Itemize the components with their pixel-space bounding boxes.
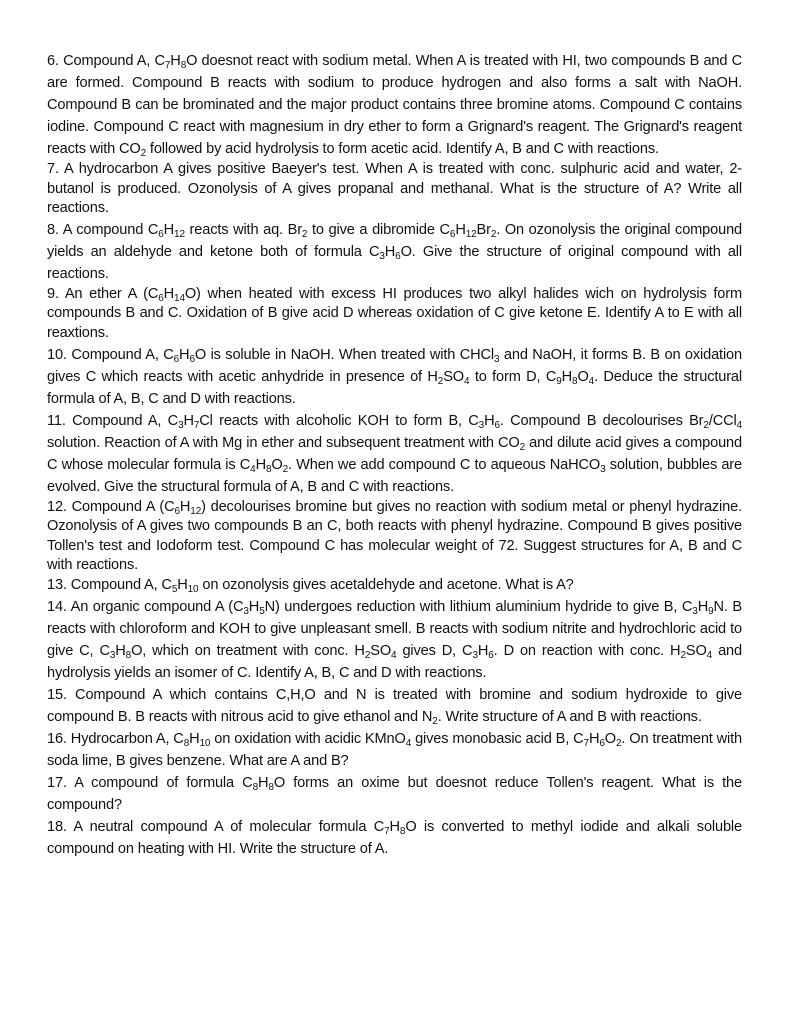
question-6 (47, 50, 742, 160)
question-text: 16. Hydrocarbon A, C (47, 730, 184, 747)
question-text: and hydrolysis yields an isomer of C. Identify A, B, C and D with reactions. (47, 642, 742, 681)
formula-subscript: 12 (465, 228, 477, 240)
question-text: gives monobasic acid B, C (411, 730, 584, 747)
formula-subscript: 6 (158, 292, 164, 304)
question-text: H (484, 412, 495, 429)
question-text: 17. A compound of formula C (47, 774, 253, 791)
formula-subscript: 3 (692, 605, 698, 617)
question-text: . D on reaction with conc. H (493, 642, 681, 659)
formula-subscript: 6 (449, 228, 456, 240)
question-text: H (697, 598, 709, 615)
formula-subscript: 12 (190, 505, 202, 517)
question-text: . Compound B decolourises Br (499, 412, 704, 429)
question-text: 14. An organic compound A (C (47, 598, 244, 615)
question-text: . On ozonolysis the original compound yields an aldehyde and ketone both of formula C (47, 221, 743, 260)
question-text: O (577, 368, 589, 385)
formula-subscript: 4 (706, 649, 713, 661)
formula-subscript: 2 (301, 228, 308, 240)
question-text: H (163, 221, 175, 238)
formula-subscript: 7 (384, 825, 390, 837)
formula-subscript: 14 (174, 292, 185, 304)
question-text: on oxidation with acidic KMnO (210, 730, 406, 747)
formula-subscript: 8 (180, 60, 187, 71)
formula-subscript: 5 (171, 583, 178, 595)
question-text: 18. A neutral compound A of molecular formula C (47, 818, 385, 835)
question-11 (47, 410, 742, 498)
question-text: N. B reacts with chloroform and KOH to give unpleasant smell. B reacts with sodium nitrite and hydrochloric acid to give C, C (47, 598, 742, 659)
question-text: H (258, 774, 269, 791)
formula-subscript: 4 (391, 649, 397, 661)
formula-subscript: 3 (472, 649, 478, 661)
question-15 (47, 684, 742, 728)
question-text: . On treatment with soda lime, B gives benzene. What are A and B? (47, 730, 743, 769)
question-text: H (248, 598, 260, 615)
question-text: O is converted to methyl iodide and alkali soluble compound on heating with HI. Write the structure of A. (47, 818, 742, 857)
question-8 (47, 219, 742, 285)
formula-subscript: 2 (490, 228, 497, 240)
formula-subscript: 7 (583, 737, 589, 749)
question-text: O. Give the structure of original compound with all reactions. (47, 243, 742, 282)
question-7 (47, 160, 742, 219)
question-text: H (588, 730, 600, 747)
question-text: 8. A compound C (47, 221, 159, 238)
formula-subscript: 4 (736, 419, 743, 431)
formula-subscript: 10 (199, 737, 211, 749)
question-text: O (604, 730, 616, 747)
formula-subscript: 5 (259, 605, 265, 617)
formula-subscript: 6 (174, 505, 180, 517)
question-text: reacts with aq. Br (184, 221, 302, 238)
question-text: H (179, 346, 190, 363)
question-text: H (177, 576, 188, 593)
question-text: 12. Compound A (C (47, 498, 175, 515)
formula-subscript: 2 (432, 715, 438, 727)
question-text: H (115, 642, 126, 659)
formula-subscript: 2 (282, 463, 289, 475)
formula-subscript: 8 (399, 825, 406, 837)
formula-subscript: 9 (556, 375, 562, 387)
formula-subscript: 3 (493, 353, 500, 365)
question-text: 10. Compound A, C (47, 346, 174, 363)
question-text: on ozonolysis gives acetaldehyde and acetone. What is A? (198, 576, 574, 593)
formula-subscript: 2 (437, 375, 444, 387)
question-13 (47, 576, 742, 596)
formula-subscript: 9 (708, 605, 714, 617)
question-text: H (561, 368, 573, 385)
question-text: 11. Compound A, C (47, 412, 179, 429)
question-text: O is soluble in NaOH. When treated with CHCl (194, 346, 494, 363)
question-text: H (255, 456, 266, 473)
question-text: . Deduce the structural formula of A, B, C and D with reactions. (47, 368, 742, 407)
question-text: O forms an oxime but doesnot reduce Tollen's reagent. What is the compound? (47, 774, 742, 813)
question-text: O) when heated with excess HI produces two alkyl halides wich on hydrolysis form compounds B and C. Oxidation of B give acid D whereas oxidation of C give ketone E. Identify A to E with all reaxtions. (47, 285, 742, 341)
formula-subscript: 3 (178, 419, 184, 431)
formula-subscript: 7 (193, 419, 200, 431)
question-text: H (183, 412, 194, 429)
question-text: SO (685, 642, 707, 659)
question-text: Cl reacts with alcoholic KOH to form B, C (199, 412, 479, 429)
formula-subscript: 2 (364, 649, 371, 661)
question-12 (47, 498, 742, 576)
question-text: . Write structure of A and B with reactions. (437, 708, 702, 725)
formula-subscript: 6 (494, 419, 500, 431)
formula-subscript: 4 (405, 737, 412, 749)
formula-subscript: 8 (183, 737, 190, 749)
formula-subscript: 2 (140, 148, 147, 159)
question-text: H (189, 730, 200, 747)
question-text: 7. A hydrocarbon A gives positive Baeyer's test. When A is treated with conc. sulphuric acid and water, 2-butanol is produced. Ozonolysis of A gives propanal and methanal. What is the structure of A? Write all reactions. (47, 161, 742, 217)
question-18 (47, 816, 742, 860)
question-text: 9. An ether A (C (47, 285, 159, 302)
formula-subscript: 6 (599, 737, 605, 749)
question-text: H (170, 53, 181, 69)
formula-subscript: 6 (395, 250, 401, 262)
formula-subscript: 4 (250, 463, 256, 475)
formula-subscript: 3 (600, 463, 606, 475)
formula-subscript: 4 (463, 375, 470, 387)
formula-subscript: 2 (703, 419, 709, 431)
question-10 (47, 344, 742, 410)
question-text: H (477, 642, 489, 659)
formula-subscript: 12 (174, 228, 185, 240)
formula-subscript: 3 (109, 649, 116, 661)
question-text: H (384, 243, 396, 260)
formula-subscript: 3 (243, 605, 249, 617)
formula-subscript: 3 (478, 419, 485, 431)
formula-subscript: 10 (187, 583, 199, 595)
question-text: /CCl (708, 412, 737, 429)
question-text: solution. Reaction of A with Mg in ether and subsequent treatment with CO (47, 434, 520, 451)
question-text: O, which on treatment with conc. H (131, 642, 365, 659)
formula-subscript: 6 (189, 353, 195, 365)
question-text: N) undergoes reduction with lithium aluminium hydride to give B, C (264, 598, 693, 615)
formula-subscript: 2 (615, 737, 622, 749)
formula-subscript: 8 (265, 463, 272, 475)
formula-subscript: 6 (158, 228, 164, 240)
question-9 (47, 285, 742, 344)
question-text: to give a dibromide C (307, 221, 450, 238)
question-text: to form D, C (469, 368, 557, 385)
formula-subscript: 2 (519, 441, 526, 453)
formula-subscript: 8 (252, 781, 258, 793)
question-text: SO (443, 368, 464, 385)
question-text: H (389, 818, 400, 835)
formula-subscript: 7 (164, 60, 171, 71)
question-text: . When we add compound C to aqueous NaHCO (288, 456, 601, 473)
question-text: O doesnot react with sodium metal. When A is treated with HI, two compounds B and C are formed. Compound B reacts with sodium to produce hydrogen and also forms a salt with NaOH. Compound B can be brominated and the major product contains three bromine atoms. Compound C contains iodine. Compound C react with magnesium in dry ether to form a Grignard's reagent. The Grignard's reagent reacts with CO (47, 53, 742, 157)
question-text: 13. Compound A, C (47, 576, 172, 593)
question-text: H (163, 285, 175, 302)
formula-subscript: 4 (588, 375, 595, 387)
question-document (47, 50, 742, 860)
question-text: 15. Compound A which contains C,H,O and N is treated with bromine and sodium hydroxide to give compound B. B reacts with nitrous acid to give ethanol and N (47, 686, 742, 725)
formula-subscript: 6 (488, 649, 494, 661)
question-text: and NaOH, it forms B. B on oxidation gives C which reacts with acetic anhydride in presence of H (47, 346, 742, 385)
question-text: gives D, C (396, 642, 473, 659)
formula-subscript: 6 (173, 353, 180, 365)
question-text: O (271, 456, 283, 473)
question-17 (47, 772, 742, 816)
question-text: Br (476, 221, 491, 238)
question-text: solution, bubbles are evolved. Give the structural formula of A, B and C with reactions. (47, 456, 742, 495)
formula-subscript: 8 (572, 375, 578, 387)
question-text: 6. Compound A, C (47, 53, 165, 69)
formula-subscript: 2 (680, 649, 686, 661)
question-text: ) decolourises bromine but gives no reaction with sodium metal or phenyl hydrazine. Ozonolysis of A gives two compounds B an C, both reacts with phenyl hydrazine. Compound B gives positive Tollen's test and Iodoform test. Compound C has molecular weight of 72. Suggest structures for A, B and C with reactions. (47, 498, 742, 574)
question-14 (47, 596, 742, 684)
question-text: SO (370, 642, 392, 659)
question-text: H (455, 221, 466, 238)
question-text: followed by acid hydrolysis to form acetic acid. Identify A, B and C with reactions. (146, 141, 659, 157)
formula-subscript: 8 (125, 649, 132, 661)
question-16 (47, 728, 742, 772)
formula-subscript: 3 (379, 250, 385, 262)
question-text: and dilute acid gives a compound C whose molecular formula is C (47, 434, 742, 473)
question-text: H (179, 498, 191, 515)
formula-subscript: 8 (268, 781, 274, 793)
